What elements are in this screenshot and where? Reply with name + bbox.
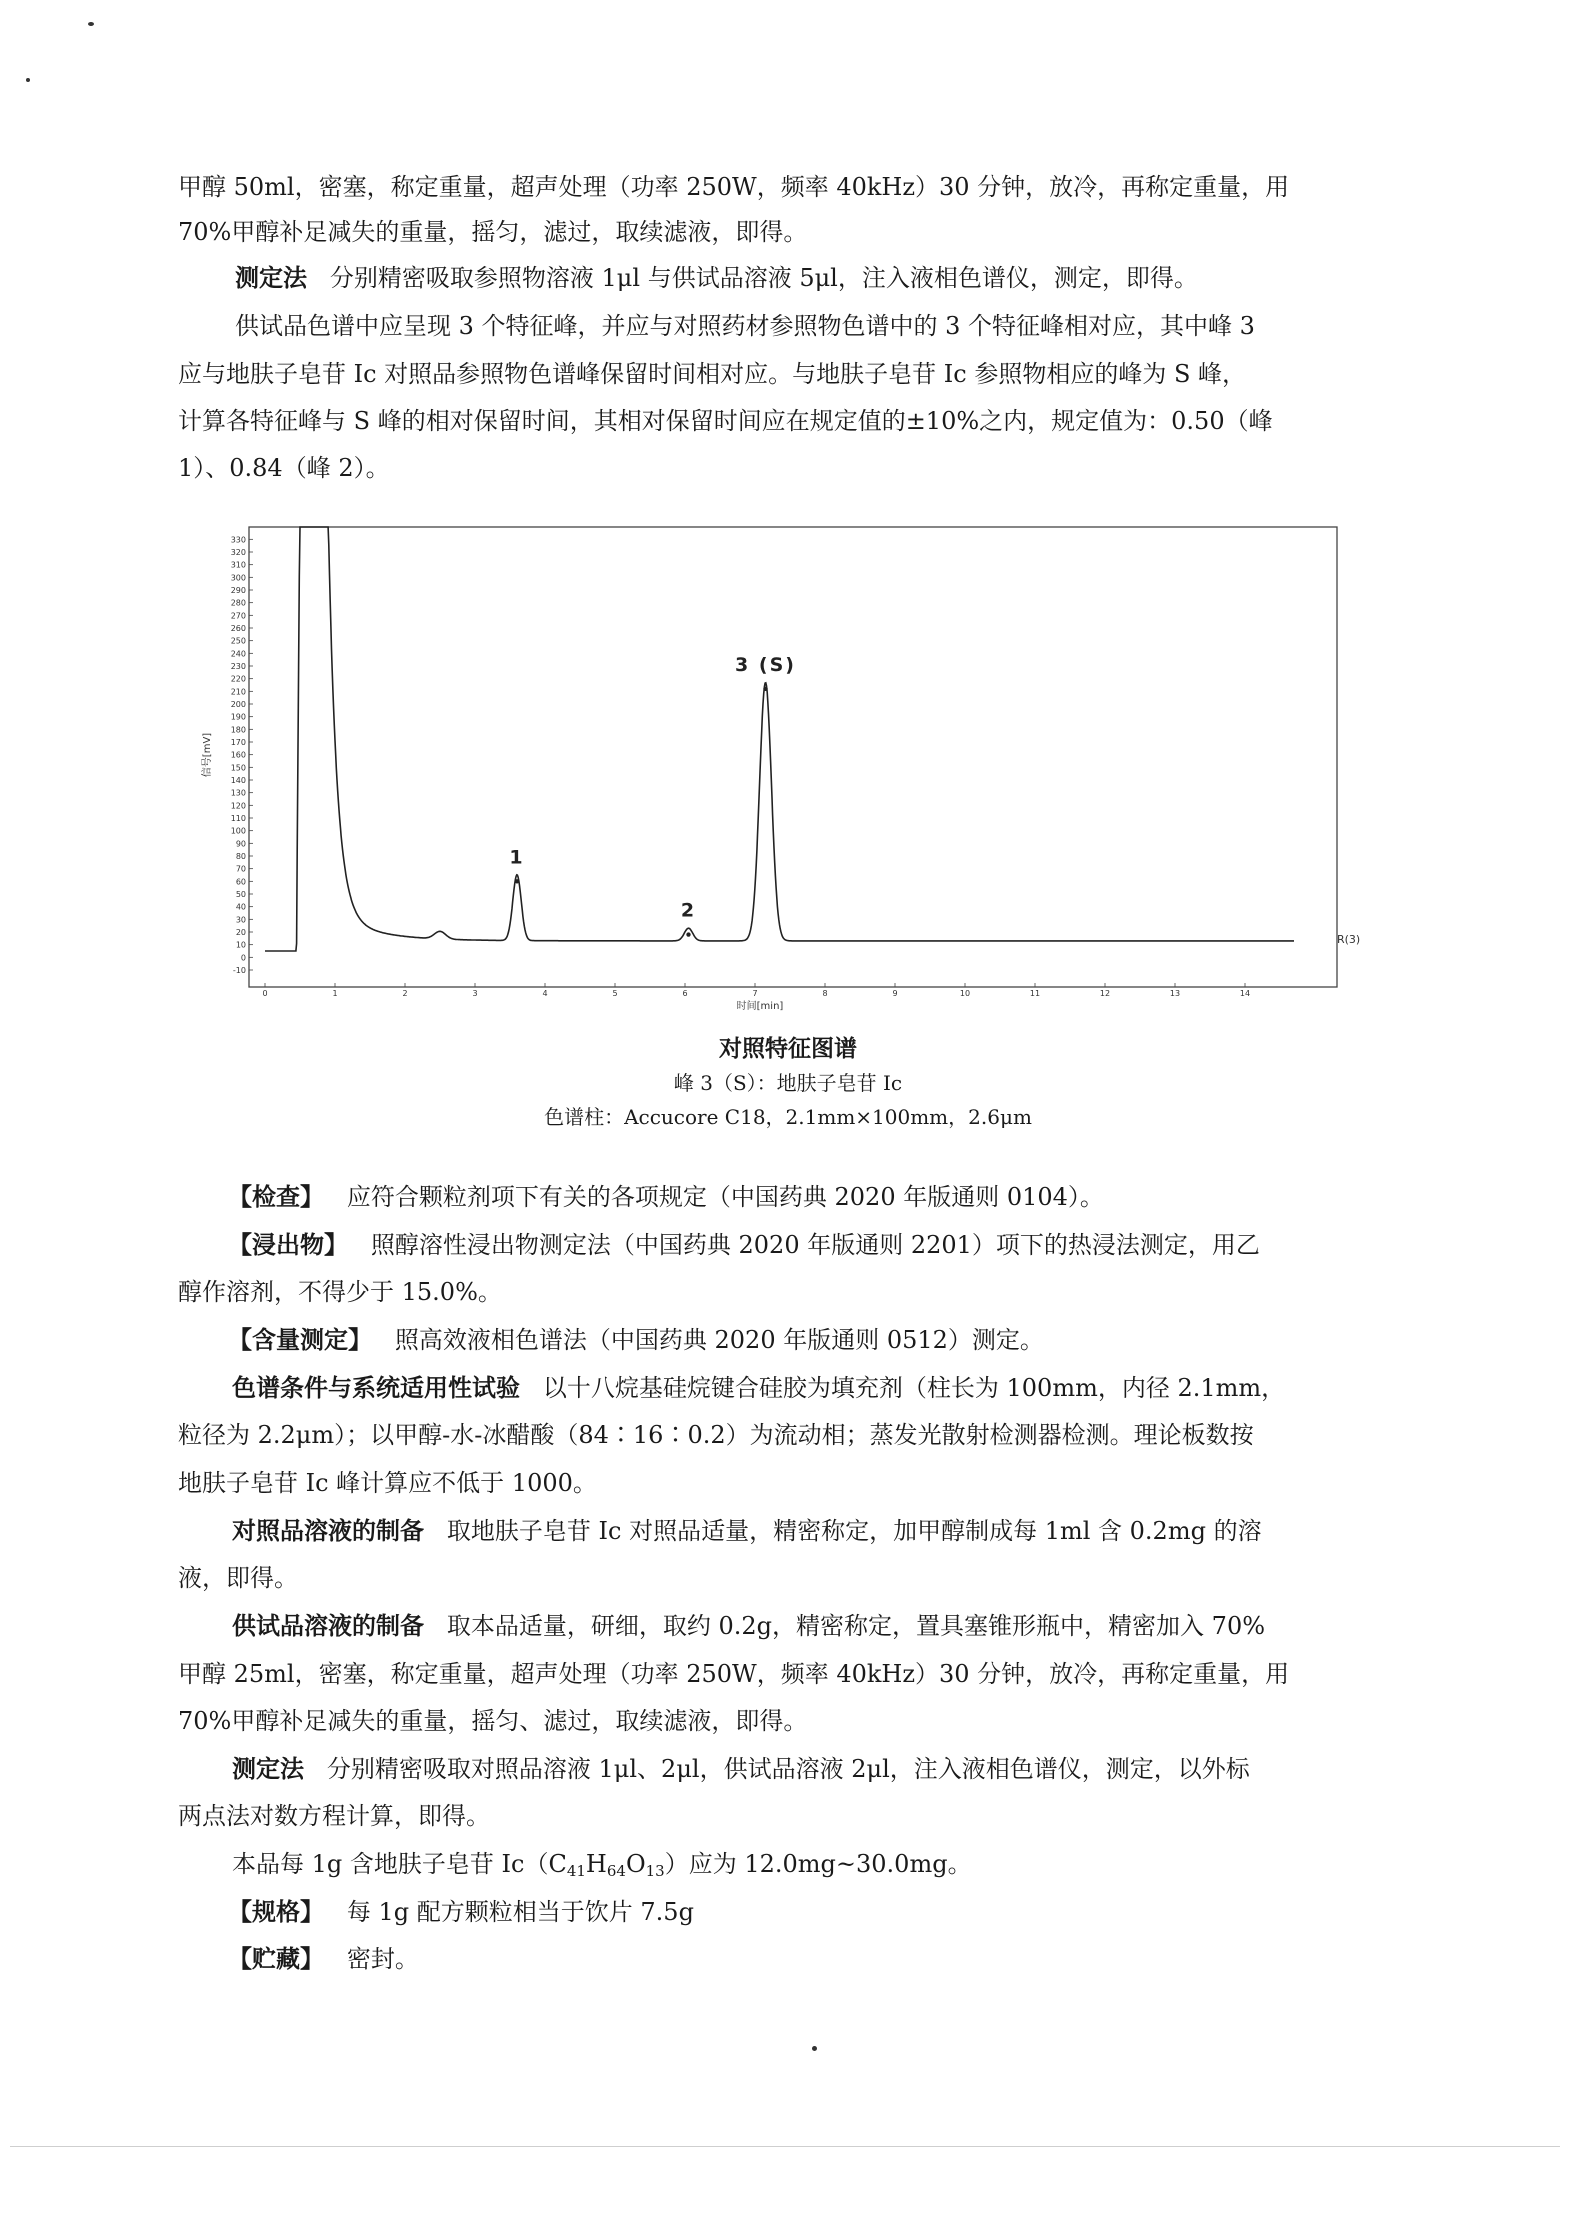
- text-line: 醇作溶剂，不得少于 15.0%。: [178, 1278, 502, 1306]
- assay-text: 照高效液相色谱法（中国药典 2020 年版通则 0512）测定。: [394, 1326, 1044, 1354]
- x-tick-label: 1: [332, 989, 338, 998]
- y-tick-label: -10: [232, 966, 246, 975]
- x-tick-label: 2: [402, 989, 408, 998]
- y-tick-label: 320: [230, 548, 246, 557]
- y-axis-ticks: [231, 535, 253, 975]
- text-line: 粒径为 2.2μm）；以甲醇-水-冰醋酸（84∶16∶0.2）为流动相；蒸发光散射检测器检测。理论板数按: [178, 1421, 1254, 1449]
- text-line: 两点法对数方程计算，即得。: [178, 1802, 490, 1830]
- y-axis-label: 信号[mV]: [202, 732, 213, 778]
- assay-section: [228, 1325, 1044, 1355]
- content-line: [232, 1849, 972, 1886]
- y-tick-label: 190: [230, 712, 246, 722]
- x-tick-label: 6: [682, 989, 688, 998]
- y-tick-label: 50: [235, 890, 246, 899]
- text-line: 应与地肤子皂苷 Ic 对照品参照物色谱峰保留时间相对应。与地肤子皂苷 Ic 参照物相应的峰为 S 峰，: [178, 360, 1247, 388]
- x-tick-label: 8: [822, 989, 828, 998]
- check-section: [228, 1182, 1104, 1212]
- ref-label: 对照品溶液的制备: [232, 1517, 424, 1545]
- y-tick-label: 240: [230, 649, 246, 659]
- text-line: 甲醇 25ml，密塞，称定重量，超声处理（功率 250W，频率 40kHz）30 分钟，放冷，再称定重量，用: [178, 1660, 1290, 1688]
- x-tick-label: 0: [262, 989, 268, 998]
- x-axis-ticks: [262, 983, 1250, 998]
- formula-sub: 64: [606, 1862, 626, 1880]
- y-tick-label: 80: [235, 852, 246, 861]
- sample-label: 供试品溶液的制备: [232, 1612, 424, 1640]
- y-tick-label: 300: [230, 573, 246, 583]
- peak-label: 3 (S): [735, 653, 796, 676]
- text-line: 液，即得。: [178, 1564, 298, 1592]
- scan-edge-line: [10, 2146, 1560, 2147]
- text-line: 甲醇 50ml，密塞，称定重量，超声处理（功率 250W，频率 40kHz）30 分钟，放冷，再称定重量，用: [178, 173, 1290, 201]
- assay-label: 【含量测定】: [228, 1326, 372, 1354]
- figure-title: 对照特征图谱: [719, 1036, 857, 1062]
- x-tick-label: 5: [612, 989, 618, 998]
- sample-text: 取本品适量，研细，取约 0.2g，精密称定，置具塞锥形瓶中，精密加入 70%: [446, 1612, 1266, 1640]
- plot-frame: [249, 527, 1337, 987]
- text-line: 1）、0.84（峰 2）。: [178, 454, 390, 482]
- trace-end-label: R(3): [1337, 933, 1361, 946]
- y-tick-label: 10: [235, 940, 246, 950]
- peak-marker: [515, 879, 519, 883]
- method-label: 测定法: [235, 264, 307, 292]
- text-line: 计算各特征峰与 S 峰的相对保留时间，其相对保留时间应在规定值的±10%之内，规定值为：0.50（峰: [178, 407, 1273, 435]
- text-line: 70%甲醇补足减失的重量，摇匀、滤过，取续滤液，即得。: [178, 1707, 808, 1735]
- x-tick-label: 13: [1169, 989, 1181, 998]
- formula-sub: 13: [645, 1862, 665, 1880]
- peak-marker: [686, 932, 690, 936]
- y-tick-label: 130: [230, 788, 246, 798]
- y-tick-label: 280: [230, 598, 246, 608]
- peak-label: 1: [509, 846, 525, 869]
- method2-text: 分别精密吸取对照品溶液 1μl、2μl，供试品溶液 2μl，注入液相色谱仪，测定，以外标: [326, 1755, 1250, 1783]
- x-tick-label: 14: [1239, 989, 1251, 998]
- peak-label: 2: [680, 899, 697, 922]
- ref-text: 取地肤子皂苷 Ic 对照品适量，精密称定，加甲醇制成每 1ml 含 0.2mg 的溶: [446, 1517, 1262, 1545]
- check-label: 【检查】: [228, 1183, 324, 1211]
- method-paragraph: [235, 263, 1198, 293]
- y-tick-label: 40: [235, 902, 246, 912]
- spec-label: 【规格】: [228, 1898, 324, 1926]
- ref-section: [232, 1516, 1262, 1546]
- figure-caption-peak: 峰 3（S）：地肤子皂苷 Ic: [673, 1071, 903, 1095]
- x-tick-label: 11: [1029, 989, 1041, 998]
- figure-caption-column: 色谱柱：Accucore C18，2.1mm×100mm，2.6μm: [544, 1105, 1032, 1129]
- peak-marker: [763, 687, 767, 691]
- spec-text: 每 1g 配方颗粒相当于饮片 7.5g: [346, 1898, 694, 1926]
- y-tick-label: 140: [230, 776, 246, 785]
- spec-section: [228, 1897, 694, 1927]
- method-text: 分别精密吸取参照物溶液 1μl 与供试品溶液 5μl，注入液相色谱仪，测定，即得。: [329, 264, 1198, 292]
- extract-section: [228, 1230, 1260, 1260]
- y-tick-label: 90: [235, 839, 246, 849]
- storage-label: 【贮藏】: [228, 1945, 324, 1973]
- y-tick-label: 210: [230, 687, 246, 697]
- text-line: 地肤子皂苷 Ic 峰计算应不低于 1000。: [178, 1469, 597, 1497]
- y-tick-label: 220: [230, 674, 246, 684]
- y-tick-label: 330: [230, 535, 246, 545]
- x-tick-label: 7: [752, 989, 758, 998]
- y-tick-label: 20: [235, 928, 246, 937]
- x-tick-label: 10: [959, 989, 971, 998]
- chromatogram-chart: [200, 515, 1361, 1015]
- x-tick-label: 3: [472, 989, 478, 998]
- chrom-section: [232, 1373, 1285, 1403]
- scan-speck: [26, 78, 30, 82]
- y-tick-label: 170: [230, 738, 246, 747]
- y-tick-label: 160: [230, 750, 246, 760]
- text-line: 供试品色谱中应呈现 3 个特征峰，并应与对照药材参照物色谱中的 3 个特征峰相对应，其中峰 3: [235, 312, 1255, 340]
- extract-text: 照醇溶性浸出物测定法（中国药典 2020 年版通则 2201）项下的热浸法测定，用乙: [370, 1231, 1260, 1259]
- y-tick-label: 260: [230, 624, 246, 633]
- y-tick-label: 150: [230, 763, 246, 773]
- y-tick-label: 0: [240, 953, 246, 963]
- chrom-text: 以十八烷基硅烷键合硅胶为填充剂（柱长为 100mm，内径 2.1mm，: [542, 1374, 1286, 1402]
- y-tick-label: 70: [235, 864, 246, 874]
- scan-speck: [88, 22, 94, 26]
- y-tick-label: 180: [230, 725, 246, 735]
- y-tick-label: 110: [230, 814, 246, 823]
- y-tick-label: 270: [230, 611, 246, 621]
- storage-section: [228, 1944, 419, 1974]
- x-tick-label: 9: [892, 989, 898, 998]
- y-tick-label: 290: [230, 586, 246, 595]
- y-tick-label: 120: [230, 801, 246, 811]
- y-tick-label: 310: [230, 560, 246, 570]
- check-text: 应符合颗粒剂项下有关的各项规定（中国药典 2020 年版通则 0104）。: [346, 1183, 1104, 1211]
- x-tick-label: 12: [1099, 989, 1111, 998]
- chromatogram-trace: [265, 527, 1294, 951]
- peak-labels: [509, 654, 796, 937]
- method2-section: [232, 1754, 1250, 1784]
- scan-speck: [812, 2046, 817, 2051]
- text-line: 70%甲醇补足减失的重量，摇匀，滤过，取续滤液，即得。: [178, 218, 808, 246]
- y-tick-label: 250: [230, 636, 246, 646]
- y-tick-label: 200: [230, 700, 246, 709]
- content-text: ）应为 12.0mg~30.0mg。: [664, 1850, 972, 1878]
- y-tick-label: 100: [230, 826, 246, 836]
- storage-text: 密封。: [346, 1945, 419, 1973]
- x-axis-label: 时间[min]: [736, 1001, 784, 1012]
- formula-element: O: [625, 1850, 646, 1878]
- y-tick-label: 230: [230, 662, 246, 671]
- method2-label: 测定法: [232, 1755, 304, 1783]
- chrom-label: 色谱条件与系统适用性试验: [232, 1374, 520, 1402]
- extract-label: 【浸出物】: [228, 1231, 348, 1259]
- x-tick-label: 4: [542, 989, 548, 998]
- sample-section: [232, 1611, 1265, 1641]
- formula-sub: 41: [566, 1862, 586, 1880]
- content-text: 本品每 1g 含地肤子皂苷 Ic（C: [232, 1850, 567, 1878]
- y-tick-label: 60: [235, 877, 246, 887]
- formula-element: H: [585, 1850, 607, 1878]
- y-tick-label: 30: [235, 915, 246, 925]
